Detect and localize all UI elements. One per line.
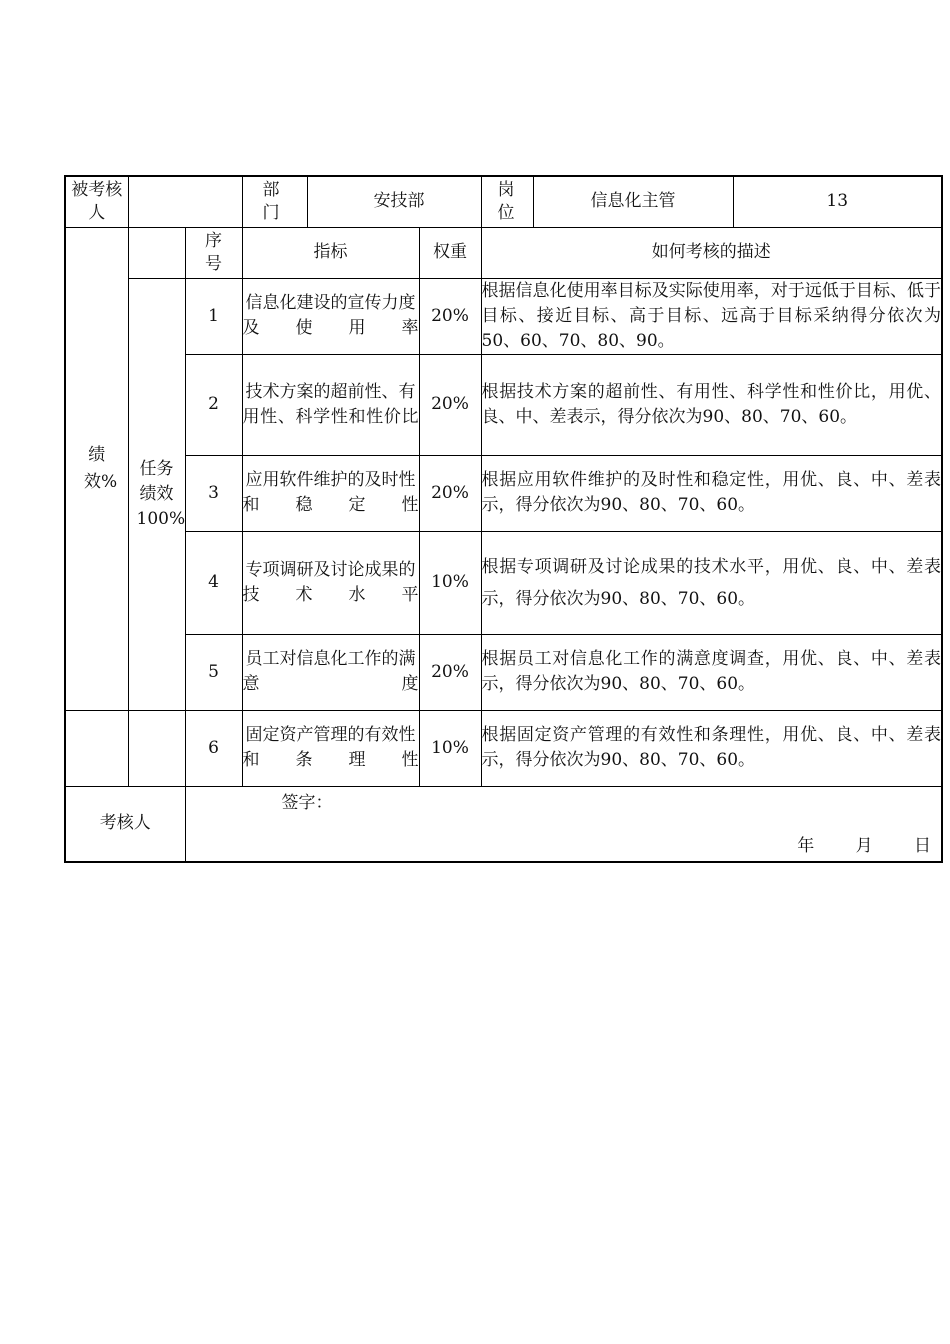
assessee-label: 被考核人	[65, 176, 128, 227]
empty-cell	[65, 710, 128, 786]
row-seq: 6	[185, 710, 242, 786]
row-indicator: 应用软件维护的及时性和稳定性	[242, 455, 419, 531]
table-row	[65, 455, 942, 531]
row-description: 根据专项调研及讨论成果的技术水平，用优、良、中、差表示，得分依次为90、80、70、60。	[481, 531, 942, 634]
row-seq: 2	[185, 354, 242, 455]
assessor-label: 考核人	[65, 786, 185, 862]
row-indicator: 信息化建设的宣传力度及使用率	[242, 278, 419, 354]
code-value[interactable]: 13	[733, 176, 942, 227]
weight-header: 权重	[419, 227, 481, 278]
table-row	[65, 354, 942, 455]
assessee-field[interactable]	[128, 176, 242, 227]
row-indicator: 固定资产管理的有效性和条理性	[242, 710, 419, 786]
row-indicator: 员工对信息化工作的满意度	[242, 634, 419, 710]
row-weight: 10%	[419, 710, 481, 786]
row-weight: 20%	[419, 354, 481, 455]
empty-cell	[128, 710, 185, 786]
row-description: 根据员工对信息化工作的满意度调查，用优、良、中、差表示，得分依次为90、80、70、60。	[481, 634, 942, 710]
row-weight: 20%	[419, 455, 481, 531]
table-row	[65, 710, 942, 786]
row-indicator: 技术方案的超前性、有用性、科学性和性价比	[242, 354, 419, 455]
day-label: 日	[914, 836, 931, 856]
signature-label: 签字：	[281, 792, 333, 813]
row-seq: 1	[185, 278, 242, 354]
row-description: 根据固定资产管理的有效性和条理性，用优、良、中、差表示，得分依次为90、80、70、60。	[481, 710, 942, 786]
description-header: 如何考核的描述	[481, 227, 942, 278]
table-row	[65, 634, 942, 710]
dept-label: 部门	[242, 176, 307, 227]
row-weight: 10%	[419, 531, 481, 634]
indicator-header: 指标	[242, 227, 419, 278]
empty-cell	[128, 227, 185, 278]
month-label: 月	[855, 836, 873, 856]
seq-header: 序号	[185, 227, 242, 278]
table-row	[65, 531, 942, 634]
row-seq: 4	[185, 531, 242, 634]
year-label: 年	[797, 836, 815, 856]
task-performance-label: 任务绩效100%	[128, 278, 185, 710]
table-row	[65, 278, 942, 354]
assessment-form	[64, 175, 943, 863]
row-weight: 20%	[419, 278, 481, 354]
footer-row	[65, 786, 942, 862]
row-description: 根据技术方案的超前性、有用性、科学性和性价比，用优、良、中、差表示，得分依次为90、80、70、60。	[481, 354, 942, 455]
dept-value[interactable]: 安技部	[307, 176, 481, 227]
row-description: 根据应用软件维护的及时性和稳定性，用优、良、中、差表示，得分依次为90、80、70、60。	[481, 455, 942, 531]
position-value[interactable]: 信息化主管	[533, 176, 733, 227]
signature-area[interactable]	[185, 786, 942, 862]
position-label: 岗位	[481, 176, 533, 227]
performance-label: 绩效%	[65, 227, 128, 710]
row-weight: 20%	[419, 634, 481, 710]
header-row	[65, 176, 942, 227]
column-header-row	[65, 227, 942, 278]
row-description: 根据信息化使用率目标及实际使用率，对于远低于目标、低于目标、接近目标、高于目标、远高于目标采纳得分依次为50、60、70、80、90。	[481, 278, 942, 354]
date-line	[761, 834, 931, 859]
row-seq: 3	[185, 455, 242, 531]
row-seq: 5	[185, 634, 242, 710]
row-indicator: 专项调研及讨论成果的技术水平	[242, 531, 419, 634]
